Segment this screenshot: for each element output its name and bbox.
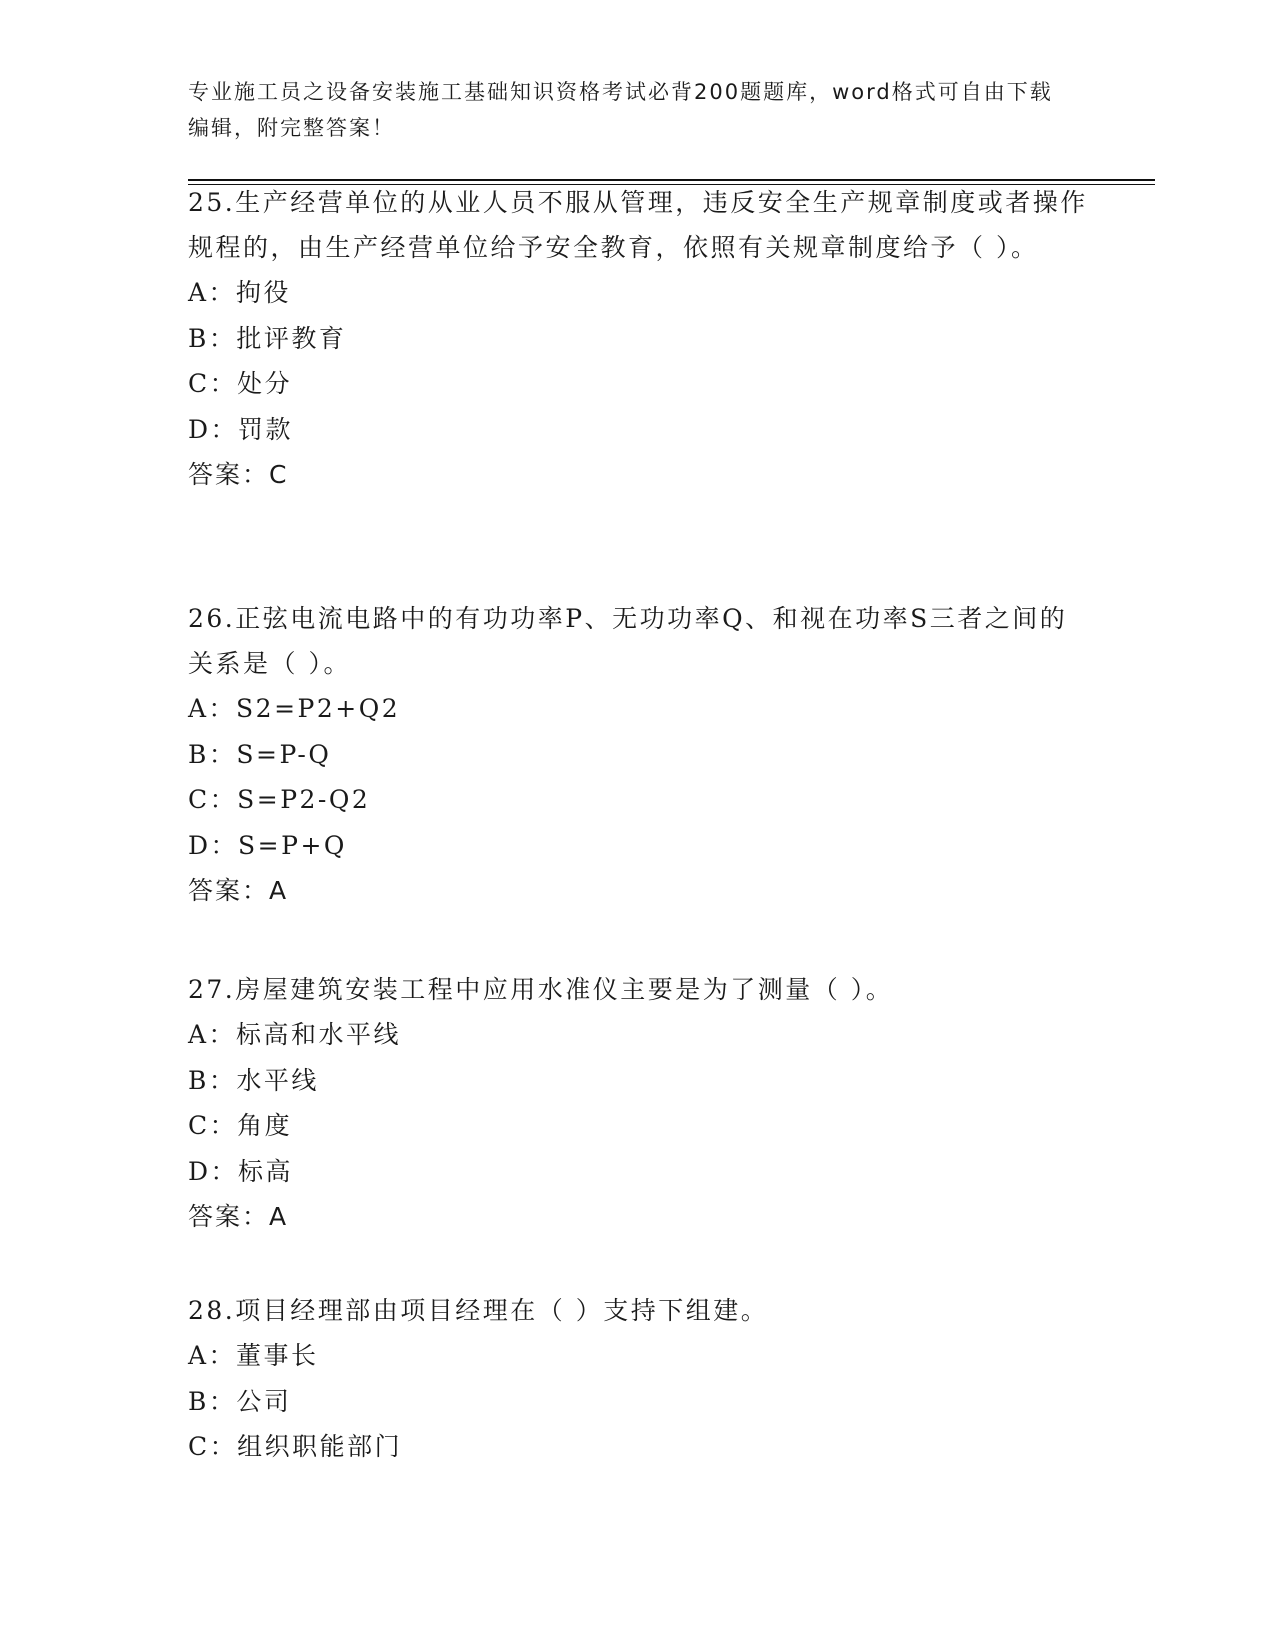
document-header: 专业施工员之设备安装施工基础知识资格考试必背200题题库，word格式可自由下载编辑，附完整答案！ bbox=[188, 80, 1053, 140]
option-b: B：S=P-Q bbox=[188, 739, 332, 769]
question-28 bbox=[188, 1288, 1088, 1470]
question-stem: 28.项目经理部由项目经理在（ ）支持下组建。 bbox=[188, 1296, 769, 1325]
option-d: D：S=P+Q bbox=[188, 830, 347, 860]
question-26 bbox=[188, 596, 1088, 914]
question-25 bbox=[188, 180, 1088, 498]
option-d: D：罚款 bbox=[188, 414, 294, 444]
answer: 答案：A bbox=[188, 876, 289, 905]
question-stem: 26.正弦电流电路中的有功功率P、无功功率Q、和视在功率S三者之间的关系是（ ）。 bbox=[188, 604, 1068, 678]
answer: 答案：A bbox=[188, 1202, 289, 1231]
option-a: A：拘役 bbox=[188, 278, 292, 307]
option-b: B：公司 bbox=[188, 1386, 292, 1416]
option-a: A：标高和水平线 bbox=[188, 1020, 402, 1049]
option-c: C：处分 bbox=[188, 369, 293, 398]
question-stem: 27.房屋建筑安装工程中应用水准仪主要是为了测量（ ）。 bbox=[188, 975, 894, 1004]
question-27 bbox=[188, 967, 1088, 1240]
option-d: D：标高 bbox=[188, 1156, 294, 1186]
option-a: A：董事长 bbox=[188, 1341, 319, 1370]
option-c: C：组织职能部门 bbox=[188, 1432, 403, 1461]
question-stem: 25.生产经营单位的从业人员不服从管理，违反安全生产规章制度或者操作规程的，由生产经营单位给予安全教育，依照有关规章制度给予（ ）。 bbox=[188, 188, 1088, 262]
answer: 答案：C bbox=[188, 460, 289, 489]
option-c: C：角度 bbox=[188, 1111, 293, 1140]
option-c: C：S=P2-Q2 bbox=[188, 785, 371, 814]
option-b: B：水平线 bbox=[188, 1065, 319, 1095]
option-b: B：批评教育 bbox=[188, 323, 347, 353]
option-a: A：S2=P2+Q2 bbox=[188, 694, 401, 723]
